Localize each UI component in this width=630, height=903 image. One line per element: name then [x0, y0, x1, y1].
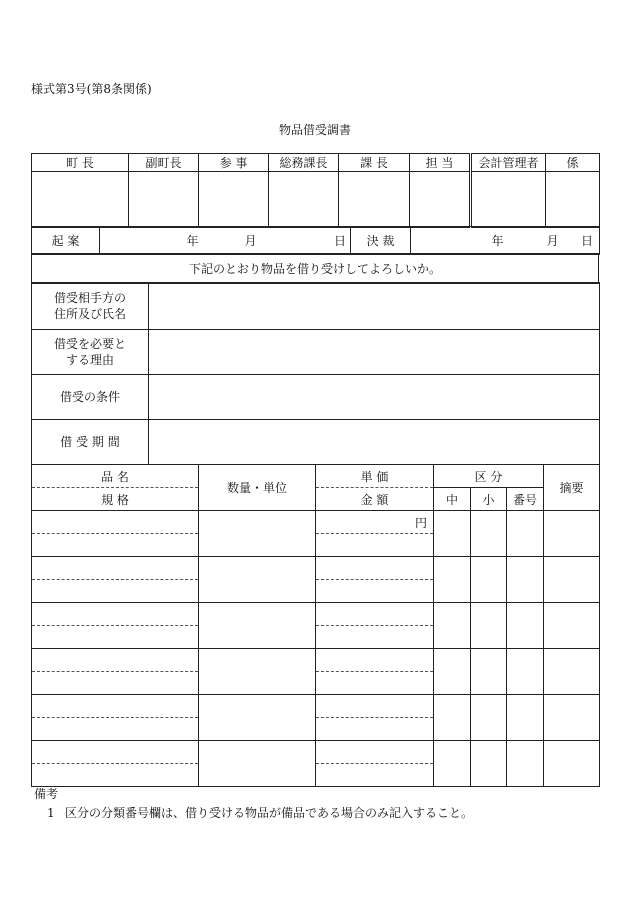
- unit-price-cell[interactable]: [316, 603, 434, 626]
- decision-date-day[interactable]: 日: [565, 227, 600, 255]
- info-table: [31, 282, 600, 465]
- lender-label-line2: 住所及び氏名: [53, 307, 126, 321]
- summary-cell[interactable]: [544, 741, 600, 787]
- header-category-small: 小: [471, 488, 507, 511]
- stamp-box-deputy-mayor[interactable]: [129, 172, 199, 228]
- date-table: [31, 226, 600, 255]
- category-small-cell[interactable]: [471, 695, 507, 741]
- summary-cell[interactable]: [544, 649, 600, 695]
- lender-field[interactable]: [149, 283, 600, 330]
- form-number: 様式第3号(第8条関係): [31, 82, 152, 96]
- amount-cell[interactable]: [316, 718, 434, 741]
- amount-cell[interactable]: [316, 534, 434, 557]
- amount-cell[interactable]: [316, 764, 434, 787]
- reason-label: [32, 330, 149, 375]
- header-unit-price: 単 価: [316, 465, 434, 488]
- role-deputy-mayor: 副町長: [129, 154, 199, 172]
- header-summary: 摘要: [544, 465, 600, 511]
- conditions-field[interactable]: [149, 375, 600, 420]
- period-field[interactable]: [149, 420, 600, 465]
- draft-date-year[interactable]: 年: [100, 227, 203, 255]
- role-staff-in-charge: 担 当: [410, 154, 471, 172]
- qty-cell[interactable]: [199, 649, 316, 695]
- header-category-mid: 中: [434, 488, 471, 511]
- stamp-box-accounting-manager[interactable]: [471, 172, 546, 228]
- decision-date-month[interactable]: 月: [508, 227, 565, 255]
- items-table: [31, 464, 600, 787]
- reason-label-line1: 借受を必要と: [53, 337, 126, 351]
- approval-table: [31, 153, 600, 228]
- header-amount: 金 額: [316, 488, 434, 511]
- role-counselor: 参 事: [199, 154, 269, 172]
- item-spec-cell[interactable]: [32, 718, 199, 741]
- category-mid-cell[interactable]: [434, 649, 471, 695]
- item-name-cell[interactable]: [32, 695, 199, 718]
- remark-item-text: 区分の分類番号欄は、借り受ける物品が備品である場合のみ記入すること。: [65, 806, 474, 820]
- stamp-box-general-affairs-head[interactable]: [269, 172, 339, 228]
- item-spec-cell[interactable]: [32, 672, 199, 695]
- item-name-cell[interactable]: [32, 741, 199, 764]
- reason-field[interactable]: [149, 330, 600, 375]
- item-spec-cell[interactable]: [32, 534, 199, 557]
- remark-item-number: 1: [47, 806, 55, 820]
- summary-cell[interactable]: [544, 603, 600, 649]
- decision-label: 決 裁: [351, 227, 411, 255]
- stamp-box-mayor[interactable]: [32, 172, 129, 228]
- draft-label: 起 案: [32, 227, 100, 255]
- remark-item: [47, 804, 473, 821]
- notice-table: [31, 253, 599, 284]
- item-spec-cell[interactable]: [32, 580, 199, 603]
- category-number-cell[interactable]: [507, 511, 544, 557]
- qty-cell[interactable]: [199, 511, 316, 557]
- summary-cell[interactable]: [544, 695, 600, 741]
- header-category-number: 番号: [507, 488, 544, 511]
- item-name-cell[interactable]: [32, 603, 199, 626]
- period-label: 借 受 期 間: [32, 420, 149, 465]
- unit-price-cell[interactable]: 円: [316, 511, 434, 534]
- document-title: 物品借受調書: [278, 123, 351, 137]
- category-mid-cell[interactable]: [434, 695, 471, 741]
- remarks-heading: 備考: [34, 787, 59, 801]
- amount-cell[interactable]: [316, 580, 434, 603]
- category-mid-cell[interactable]: [434, 741, 471, 787]
- draft-date-month[interactable]: 月: [203, 227, 263, 255]
- stamp-box-staff-in-charge[interactable]: [410, 172, 471, 228]
- item-spec-cell[interactable]: [32, 626, 199, 649]
- reason-label-line2: する理由: [65, 353, 114, 367]
- category-small-cell[interactable]: [471, 603, 507, 649]
- item-name-cell[interactable]: [32, 649, 199, 672]
- role-accounting-manager: 会計管理者: [471, 154, 546, 172]
- category-small-cell[interactable]: [471, 741, 507, 787]
- header-item-name: 品 名: [32, 465, 199, 488]
- category-number-cell[interactable]: [507, 603, 544, 649]
- unit-price-cell[interactable]: [316, 649, 434, 672]
- role-mayor: 町 長: [32, 154, 129, 172]
- category-number-cell[interactable]: [507, 649, 544, 695]
- header-spec: 規 格: [32, 488, 199, 511]
- qty-cell[interactable]: [199, 603, 316, 649]
- stamp-box-subsection[interactable]: [546, 172, 600, 228]
- draft-date-day[interactable]: 日: [263, 227, 351, 255]
- item-name-cell[interactable]: [32, 557, 199, 580]
- summary-cell[interactable]: [544, 511, 600, 557]
- category-mid-cell[interactable]: [434, 557, 471, 603]
- unit-price-cell[interactable]: [316, 557, 434, 580]
- item-spec-cell[interactable]: [32, 764, 199, 787]
- unit-price-cell[interactable]: [316, 741, 434, 764]
- stamp-box-counselor[interactable]: [199, 172, 269, 228]
- stamp-box-section-head[interactable]: [339, 172, 410, 228]
- qty-cell[interactable]: [199, 741, 316, 787]
- category-number-cell[interactable]: [507, 695, 544, 741]
- role-general-affairs-head: 総務課長: [269, 154, 339, 172]
- conditions-label: 借受の条件: [32, 375, 149, 420]
- category-small-cell[interactable]: [471, 557, 507, 603]
- role-section-head: 課 長: [339, 154, 410, 172]
- lender-label: [32, 283, 149, 330]
- amount-cell[interactable]: [316, 672, 434, 695]
- summary-cell[interactable]: [544, 557, 600, 603]
- role-subsection: 係: [546, 154, 600, 172]
- category-number-cell[interactable]: [507, 557, 544, 603]
- category-number-cell[interactable]: [507, 741, 544, 787]
- category-small-cell[interactable]: [471, 511, 507, 557]
- qty-cell[interactable]: [199, 695, 316, 741]
- category-mid-cell[interactable]: [434, 511, 471, 557]
- category-mid-cell[interactable]: [434, 603, 471, 649]
- decision-date-year[interactable]: 年: [411, 227, 508, 255]
- header-qty-unit: 数量・単位: [199, 465, 316, 511]
- header-category: 区 分: [434, 465, 544, 488]
- amount-cell[interactable]: [316, 626, 434, 649]
- lender-label-line1: 借受相手方の: [53, 291, 126, 305]
- qty-cell[interactable]: [199, 557, 316, 603]
- unit-price-cell[interactable]: [316, 695, 434, 718]
- item-name-cell[interactable]: [32, 511, 199, 534]
- notice-text: 下記のとおり物品を借り受けしてよろしいか。: [32, 254, 599, 284]
- category-small-cell[interactable]: [471, 649, 507, 695]
